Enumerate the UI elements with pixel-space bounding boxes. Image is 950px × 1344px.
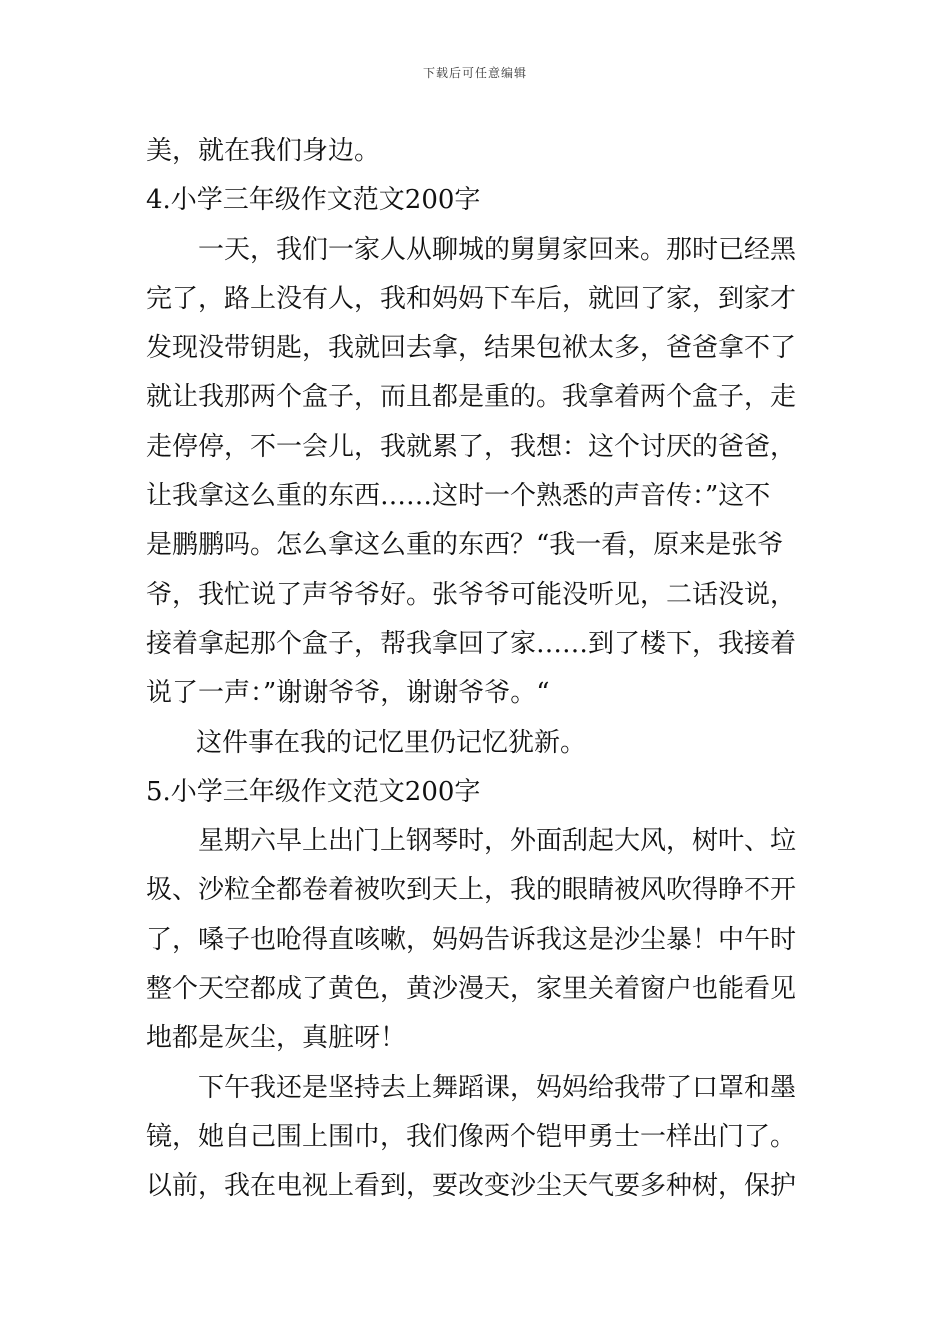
paragraph-first-line: 下午我还是坚持去上舞蹈课，妈妈给我带了口罩和墨 [198,1072,797,1103]
text-line: 走停停，不一会儿，我就累了，我想：这个讨厌的爸爸， [146,431,797,462]
paragraph-first-line: 这件事在我的记忆里仍记忆犹新。 [196,727,587,758]
text-line: 整个天空都成了黄色，黄沙漫天，家里关着窗户也能看见 [146,974,797,1005]
section-heading: 4.小学三年级作文范文200字 [146,185,481,216]
text-line: 镜，她自己围上围巾，我们像两个铠甲勇士一样出门了。 [146,1121,797,1152]
document-body [146,127,811,1212]
paragraph-first-line: 一天，我们一家人从聊城的舅舅家回来。那时已经黑 [198,234,797,265]
text-line: 以前，我在电视上看到，要改变沙尘天气要多种树，保护 [146,1171,797,1202]
section-heading: 5.小学三年级作文范文200字 [146,776,481,807]
text-line: 美，就在我们身边。 [146,136,381,166]
text-line: 完了，路上没有人，我和妈妈下车后，就回了家，到家才 [146,283,797,314]
text-line: 就让我那两个盒子，而且都是重的。我拿着两个盒子，走 [146,382,797,413]
page-header: 下载后可任意编辑 [422,66,527,80]
text-line: 爷，我忙说了声爷爷好。张爷爷可能没听见，二话没说， [146,579,797,610]
text-line: 地都是灰尘，真脏呀！ [146,1023,407,1054]
text-line: 接着拿起那个盒子，帮我拿回了家……到了楼下，我接着 [146,628,797,659]
text-line: 发现没带钥匙，我就回去拿，结果包袱太多，爸爸拿不了 [146,333,797,364]
text-line: 圾、沙粒全都卷着被吹到天上，我的眼睛被风吹得睁不开 [146,875,797,906]
text-line: 了，嗓子也呛得直咳嗽，妈妈告诉我这是沙尘暴！中午时 [146,924,797,955]
text-line: 是鹏鹏吗。怎么拿这么重的东西？“我一看，原来是张爷 [146,530,784,561]
text-line: 让我拿这么重的东西……这时一个熟悉的声音传：”这不 [146,481,771,512]
text-line: 说了一声：”谢谢爷爷，谢谢爷爷。“ [146,678,550,709]
paragraph-first-line: 星期六早上出门上钢琴时，外面刮起大风，树叶、垃 [198,826,797,857]
